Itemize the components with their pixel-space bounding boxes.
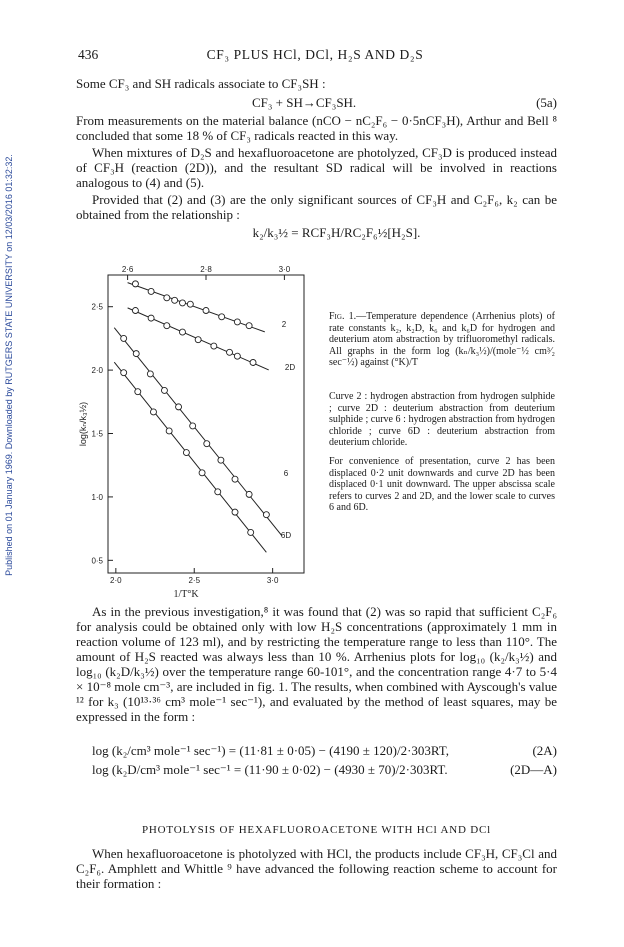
data-point-6D [199,470,205,476]
paragraph-6: When hexafluoroacetone is photolyzed with HCl, the products include CF₃H, CF₃Cl and C₂F₆. Amphlett and Whittle ⁹ have advanced the following reaction scheme to account for their formation : [76,846,557,891]
y-tick-label: 2·5 [91,302,103,312]
data-point-2 [172,297,178,303]
equation-number: (5a) [536,95,557,110]
data-point-6 [246,491,252,497]
running-title: CF₃ PLUS HCl, DCl, H₂S AND D₂S [206,47,424,62]
data-point-6 [263,512,269,518]
data-point-6 [232,476,238,482]
plot-frame [108,275,304,573]
x-axis-label: 1/T°K [173,589,199,600]
upper-tick-label: 2·8 [200,265,212,274]
data-point-2 [179,300,185,306]
caption-note: For convenience of presentation, curve 2 has been displaced 0·2 unit downwards and curve 2D has been displaced 0·1 unit downward. The upper abscissa scale refers to curves 2 and 2D, and the lower scale to curves 6 and 6D. [329,456,555,513]
equation-2A [92,743,557,758]
data-point-2D [164,323,170,329]
equation-number: (2D—A) [510,762,557,777]
page-number: 436 [78,47,99,62]
caption-main-text: —Temperature dependence (Arrhenius plots) of rate constants k₂, k₂D, k₆ and k₆D for hydrogen and deuterium atom abstraction by trifluoromethyl radicals. All graphs in the form log (kₙ/k₃½)/(mole⁻½ cm³⁄₂ sec⁻½) against (°K)/T [329,311,555,368]
data-point-2 [234,319,240,325]
caption-main [329,311,555,369]
upper-tick-label: 2·6 [121,265,134,274]
equation-text: log (k₂/cm³ mole⁻¹ sec⁻¹) = (11·81 ± 0·05) − (4190 ± 120)/2·303RT, [92,743,450,758]
caption-curves: Curve 2 : hydrogen abstraction from hydrogen sulphide ; curve 2D : deuterium abstraction from deuterium sulphide ; curve 6 : hydrogen abstraction from hydrogen chloride ; curve 6D : deuterium abstraction from deuterium chloride. [329,391,555,448]
data-point-2D [148,315,154,321]
equation-text: log (k₂D/cm³ mole⁻¹ sec⁻¹ = (11·90 ± 0·02) − (4930 ± 70)/2·303RT. [92,762,448,777]
equation-number: (2A) [532,743,557,758]
lower-tick-label: 3·0 [266,576,279,585]
download-watermark [2,130,16,600]
data-point-6D [150,409,156,415]
data-point-2D [234,353,240,359]
figure-1 [72,260,326,600]
equation-text: CF₃ + SH→CF₃SH. [252,95,357,110]
arrhenius-plot [72,260,326,600]
curve-label-6: 6 [283,469,289,478]
data-point-6D [121,370,127,376]
running-header [78,47,552,65]
y-tick-label: 0·5 [91,556,103,566]
data-point-6 [121,335,127,341]
data-point-6 [204,441,210,447]
y-tick-label: 1·5 [91,429,103,439]
data-point-2 [187,301,193,307]
equation-2D-A [92,762,557,777]
data-point-6 [176,404,182,410]
figure-label: Fig. 1. [329,311,357,322]
data-point-6 [161,387,167,393]
data-point-2D [132,308,138,314]
data-point-2D [211,343,217,349]
paragraph-4: Provided that (2) and (3) are the only significant sources of CF₃H and C₂F₆, k₂ can be obtained from the relationship : [76,192,557,222]
data-point-2D [195,337,201,343]
data-point-6D [183,450,189,456]
data-point-6 [133,351,139,357]
paragraph-2: From measurements on the material balance (nCO − nC₂F₆ − 0·5nCF₃H), Arthur and Bell ⁸ concluded that some 18 % of CF₃ radicals reacted in this way. [76,113,557,143]
data-point-2D [227,349,233,355]
curve-label-2: 2 [281,320,287,329]
data-point-2 [164,295,170,301]
data-point-6D [232,509,238,515]
data-point-6 [147,371,153,377]
data-point-2D [250,359,256,365]
data-point-6 [190,423,196,429]
data-point-2 [132,281,138,287]
data-point-2 [203,308,209,314]
y-axis-label: log(kₙ/k₃½) [78,401,88,447]
data-point-2 [219,314,225,320]
curve-label-2D: 2D [284,363,296,372]
paragraph-5: As in the previous investigation,⁸ it was found that (2) was so rapid that sufficient C₂F₆ for analysis could be obtained only with low H₂S concentrations (approximately 1 mm in reaction volume of 123 ml), and by restricting the temperature range to less than 110°. The amount of H₂S reacted was always less than 10 %. Arrhenius plots for log₁₀ (k₂/k₃½) and log₁₀ (k₂D/k₃½) over the temperature range 60-101°, and the concentration range 4·7 to 5·4 × 10⁻⁸ mole cm⁻³, are included in fig. 1. The results, when combined with Ayscough's value ¹² for k₃ (10¹³·³⁶ cm³ mole⁻¹ sec⁻¹), and evaluated by the method of least squares, may be expressed in the form : [76,604,557,724]
paragraph-1: Some CF₃ and SH radicals associate to CF₃SH : [76,76,326,91]
paragraph-3: When mixtures of D₂S and hexafluoroacetone are photolyzed, CF₃D is produced instead of CF₃H (reaction (2D)), and the resultant SD radical will be involved in reactions analogous to (4) and (5). [76,145,557,190]
data-point-6D [166,428,172,434]
section-heading: PHOTOLYSIS OF HEXAFLUOROACETONE WITH HCl AND DCl [142,824,491,836]
data-point-6D [215,489,221,495]
lower-tick-label: 2·0 [110,576,122,585]
lower-tick-label: 2·5 [188,576,201,585]
data-point-6D [135,389,141,395]
curve-label-6D: 6D [280,531,292,540]
relationship-equation: k₂/k₃½ = RCF₃H/RC₂F₆½[H₂S]. [252,225,421,240]
y-tick-label: 2·0 [91,366,103,376]
equation-5a [92,95,557,110]
watermark-text: Published on 01 January 1969. Downloaded by RUTGERS STATE UNIVERSITY on 12/03/2016 01:32:32. [4,154,14,576]
fit-line-6 [114,328,282,536]
data-point-6 [218,457,224,463]
data-point-2D [179,329,185,335]
data-point-6D [248,529,254,535]
data-point-2 [246,323,252,329]
y-tick-label: 1·0 [91,492,103,502]
data-point-2 [148,288,154,294]
upper-tick-label: 3·0 [278,265,291,274]
